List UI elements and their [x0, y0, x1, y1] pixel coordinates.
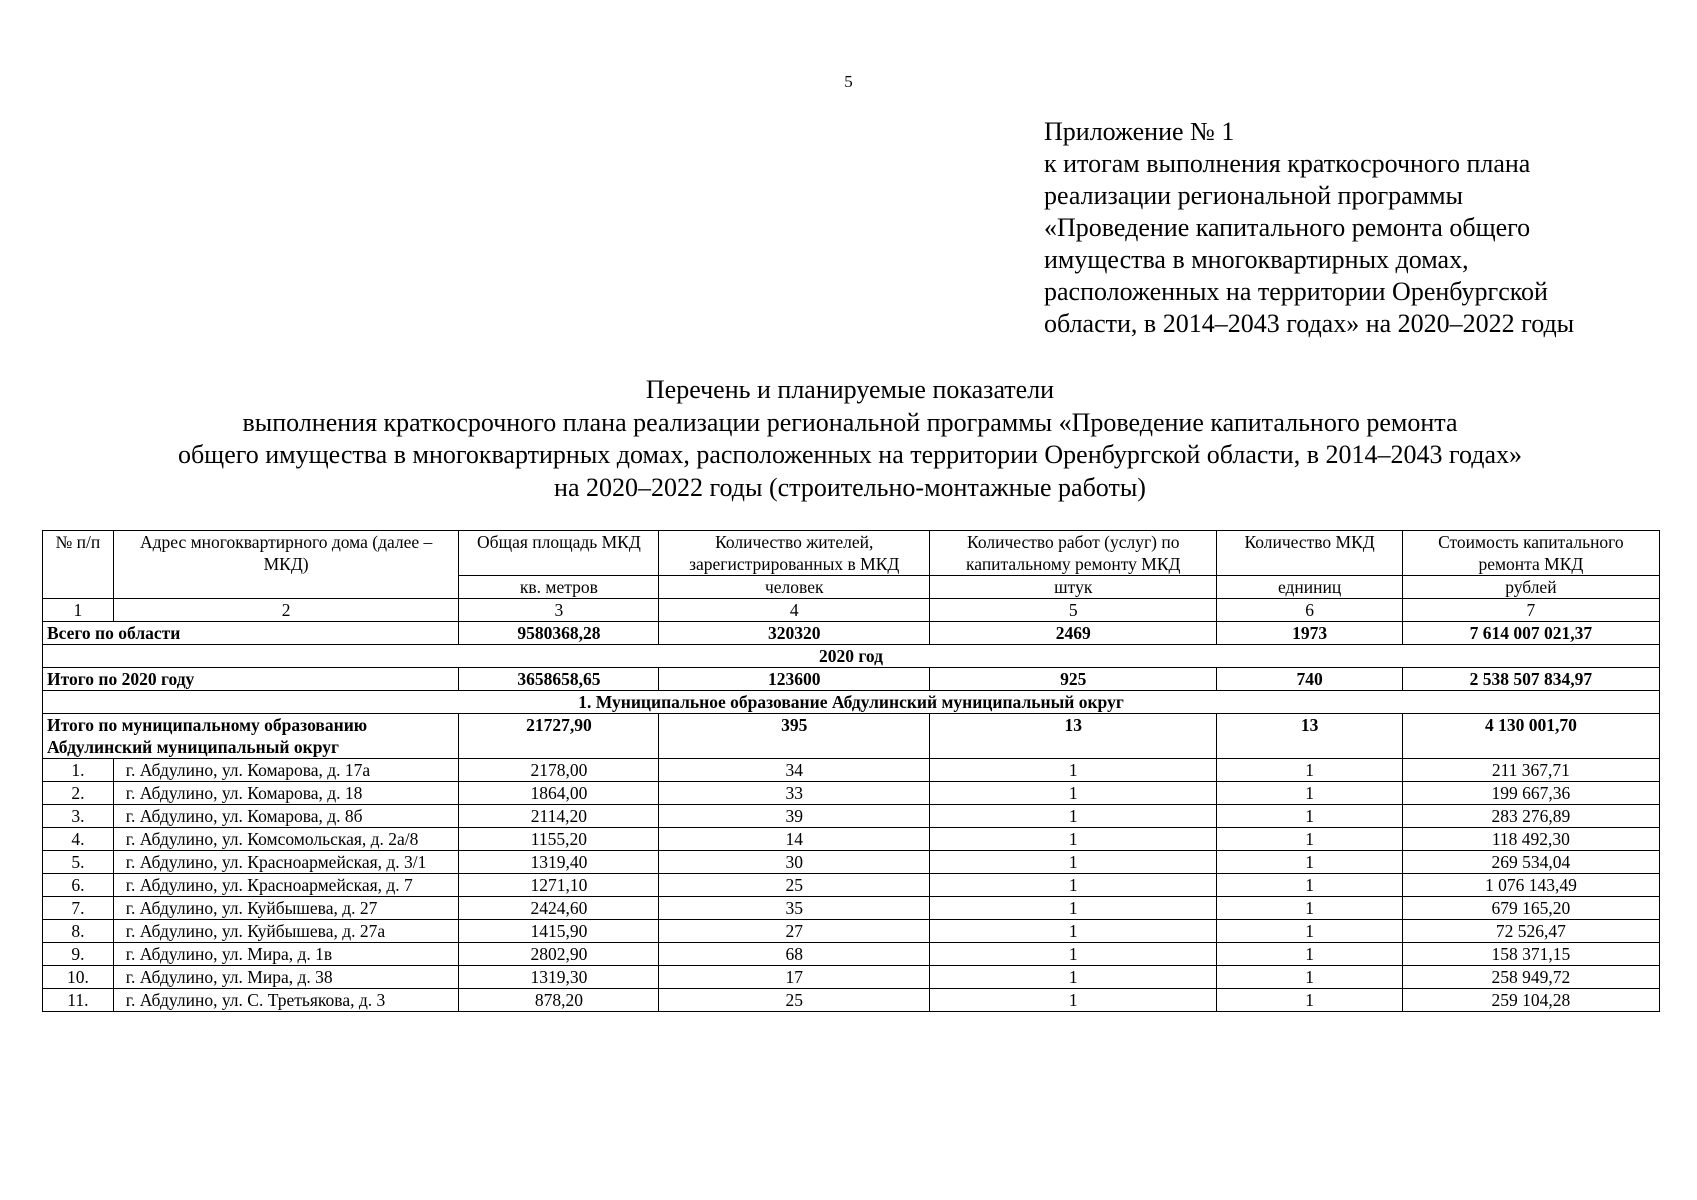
appendix-line: расположенных на территории Оренбургской: [1044, 277, 1548, 306]
row-residents: 25: [659, 874, 930, 897]
header-address: Адрес многоквартирного дома (далее – МКД): [113, 531, 459, 599]
table-row: [43, 759, 1660, 782]
row-address: г. Абдулино, ул. Красноармейская, д. 7: [113, 874, 459, 897]
unit-cost: рублей: [1402, 576, 1659, 599]
appendix-line: реализации региональной программы: [1044, 181, 1464, 210]
municipality-row: [43, 691, 1660, 714]
row-number: 2.: [43, 782, 114, 805]
row-area: 1864,00: [459, 782, 659, 805]
row-mkd: 1: [1217, 782, 1402, 805]
year-total-cost: 2 538 507 834,97: [1402, 668, 1659, 691]
row-residents: 25: [659, 989, 930, 1012]
row-residents: 17: [659, 966, 930, 989]
row-area: 2114,20: [459, 805, 659, 828]
row-works: 1: [930, 759, 1217, 782]
row-address: г. Абдулино, ул. Комарова, д. 18: [113, 782, 459, 805]
table-row: [43, 851, 1660, 874]
row-address: г. Абдулино, ул. Комарова, д. 17а: [113, 759, 459, 782]
unit-residents: человек: [659, 576, 930, 599]
municipality-total-row: [43, 714, 1660, 759]
year-row: [43, 645, 1660, 668]
row-residents: 34: [659, 759, 930, 782]
row-works: 1: [930, 805, 1217, 828]
unit-area: кв. метров: [459, 576, 659, 599]
appendix-line: области, в 2014–2043 годах» на 2020–2022 годы: [1044, 309, 1575, 338]
row-works: 1: [930, 897, 1217, 920]
title-line: выполнения краткосрочного плана реализации региональной программы «Проведение капитального ремонта: [242, 407, 1458, 437]
row-mkd: 1: [1217, 759, 1402, 782]
header-residents: Количество жителей, зарегистрированных в МКД: [659, 531, 930, 576]
title-line: общего имущества в многоквартирных домах, расположенных на территории Оренбургской области, в 2014–2043 годах»: [177, 440, 1523, 469]
row-area: 878,20: [459, 989, 659, 1012]
header-works: Количество работ (услуг) по капитальному ремонту МКД: [930, 531, 1217, 576]
year-total-row: [43, 668, 1660, 691]
building-rows: [43, 759, 1660, 1012]
row-area: 1319,30: [459, 966, 659, 989]
row-number: 4.: [43, 828, 114, 851]
row-area: 2802,90: [459, 943, 659, 966]
row-mkd: 1: [1217, 851, 1402, 874]
row-works: 1: [930, 828, 1217, 851]
row-area: 1415,90: [459, 920, 659, 943]
col-number: 7: [1402, 599, 1659, 622]
region-total-area: 9580368,28: [459, 622, 659, 645]
row-residents: 35: [659, 897, 930, 920]
unit-works: штук: [930, 576, 1217, 599]
appendix-line: Приложение № 1: [1044, 117, 1235, 146]
row-works: 1: [930, 966, 1217, 989]
municipality-label: 1. Муниципальное образование Абдулинский муниципальный округ: [43, 691, 1660, 714]
row-address: г. Абдулино, ул. С. Третьякова, д. 3: [113, 989, 459, 1012]
header-mkd: Количество МКД: [1217, 531, 1402, 576]
row-residents: 39: [659, 805, 930, 828]
row-area: 1271,10: [459, 874, 659, 897]
row-mkd: 1: [1217, 966, 1402, 989]
unit-mkd: едниниц: [1217, 576, 1402, 599]
year-total-residents: 123600: [659, 668, 930, 691]
row-residents: 14: [659, 828, 930, 851]
municipality-total-cost: 4 130 001,70: [1402, 714, 1659, 759]
row-number: 6.: [43, 874, 114, 897]
row-residents: 68: [659, 943, 930, 966]
row-area: 2424,60: [459, 897, 659, 920]
row-works: 1: [930, 782, 1217, 805]
title-line: на 2020–2022 годы (строительно-монтажные работы): [554, 472, 1146, 502]
row-address: г. Абдулино, ул. Комарова, д. 8б: [113, 805, 459, 828]
col-number: 4: [659, 599, 930, 622]
row-mkd: 1: [1217, 989, 1402, 1012]
row-number: 10.: [43, 966, 114, 989]
row-works: 1: [930, 943, 1217, 966]
municipality-total-label: Итого по муниципальному образованию Абдулинский муниципальный округ: [43, 714, 459, 759]
row-area: 1319,40: [459, 851, 659, 874]
repair-plan-table: [42, 530, 1660, 1012]
region-total-works: 2469: [930, 622, 1217, 645]
table-row: [43, 874, 1660, 897]
row-address: г. Абдулино, ул. Мира, д. 38: [113, 966, 459, 989]
row-area: 1155,20: [459, 828, 659, 851]
year-total-works: 925: [930, 668, 1217, 691]
row-cost: 679 165,20: [1402, 897, 1659, 920]
row-number: 5.: [43, 851, 114, 874]
row-mkd: 1: [1217, 805, 1402, 828]
row-number: 1.: [43, 759, 114, 782]
region-total-row: [43, 622, 1660, 645]
col-number: 1: [43, 599, 114, 622]
row-cost: 211 367,71: [1402, 759, 1659, 782]
col-number: 3: [459, 599, 659, 622]
row-mkd: 1: [1217, 920, 1402, 943]
row-mkd: 1: [1217, 828, 1402, 851]
municipality-total-works: 13: [930, 714, 1217, 759]
row-works: 1: [930, 989, 1217, 1012]
year-total-area: 3658658,65: [459, 668, 659, 691]
col-number: 6: [1217, 599, 1402, 622]
table-row: [43, 966, 1660, 989]
row-cost: 258 949,72: [1402, 966, 1659, 989]
column-numbers-row: [43, 599, 1660, 622]
table-row: [43, 897, 1660, 920]
header-cost: Стоимость капитального ремонта МКД: [1402, 531, 1659, 576]
row-number: 7.: [43, 897, 114, 920]
row-cost: 269 534,04: [1402, 851, 1659, 874]
row-area: 2178,00: [459, 759, 659, 782]
row-address: г. Абдулино, ул. Куйбышева, д. 27а: [113, 920, 459, 943]
municipality-total-residents: 395: [659, 714, 930, 759]
row-cost: 199 667,36: [1402, 782, 1659, 805]
row-residents: 30: [659, 851, 930, 874]
header-row: [43, 531, 1660, 576]
year-total-label: Итого по 2020 году: [43, 668, 459, 691]
row-cost: 259 104,28: [1402, 989, 1659, 1012]
header-area: Общая площадь МКД: [459, 531, 659, 576]
year-label: 2020 год: [43, 645, 1660, 668]
row-cost: 72 526,47: [1402, 920, 1659, 943]
document-title: [60, 374, 1640, 504]
appendix-line: к итогам выполнения краткосрочного плана: [1044, 149, 1531, 178]
table-row: [43, 782, 1660, 805]
row-address: г. Абдулино, ул. Комсомольская, д. 2а/8: [113, 828, 459, 851]
row-cost: 1 076 143,49: [1402, 874, 1659, 897]
row-address: г. Абдулино, ул. Мира, д. 1в: [113, 943, 459, 966]
table-row: [43, 805, 1660, 828]
municipality-total-area: 21727,90: [459, 714, 659, 759]
appendix-block: [1044, 116, 1684, 340]
region-total-label: Всего по области: [43, 622, 459, 645]
row-residents: 27: [659, 920, 930, 943]
appendix-line: «Проведение капитального ремонта общего: [1044, 213, 1531, 242]
col-number: 2: [113, 599, 459, 622]
row-mkd: 1: [1217, 874, 1402, 897]
row-address: г. Абдулино, ул. Куйбышева, д. 27: [113, 897, 459, 920]
table-row: [43, 920, 1660, 943]
row-cost: 283 276,89: [1402, 805, 1659, 828]
region-total-residents: 320320: [659, 622, 930, 645]
row-mkd: 1: [1217, 897, 1402, 920]
title-line: Перечень и планируемые показатели: [645, 375, 1055, 404]
page-number: 5: [844, 72, 853, 91]
row-cost: 118 492,30: [1402, 828, 1659, 851]
row-number: 11.: [43, 989, 114, 1012]
row-mkd: 1: [1217, 943, 1402, 966]
table-row: [43, 989, 1660, 1012]
header-num: № п/п: [43, 531, 114, 599]
row-address: г. Абдулино, ул. Красноармейская, д. 3/1: [113, 851, 459, 874]
table-row: [43, 943, 1660, 966]
col-number: 5: [930, 599, 1217, 622]
row-residents: 33: [659, 782, 930, 805]
appendix-line: имущества в многоквартирных домах,: [1044, 245, 1469, 274]
row-works: 1: [930, 851, 1217, 874]
municipality-total-mkd: 13: [1217, 714, 1402, 759]
row-works: 1: [930, 874, 1217, 897]
table-row: [43, 828, 1660, 851]
row-number: 9.: [43, 943, 114, 966]
year-total-mkd: 740: [1217, 668, 1402, 691]
region-total-cost: 7 614 007 021,37: [1402, 622, 1659, 645]
region-total-mkd: 1973: [1217, 622, 1402, 645]
row-number: 3.: [43, 805, 114, 828]
row-number: 8.: [43, 920, 114, 943]
row-cost: 158 371,15: [1402, 943, 1659, 966]
row-works: 1: [930, 920, 1217, 943]
